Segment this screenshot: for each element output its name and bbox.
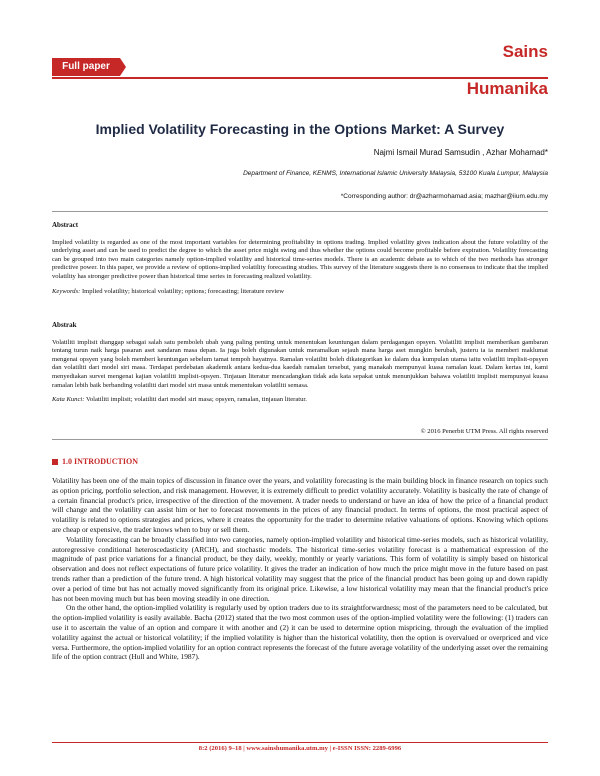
journal-brand-humanika: Humanika	[466, 79, 548, 98]
abstract-top-rule	[52, 211, 548, 212]
authors: Najmi Ismail Murad Samsudin , Azhar Mohamad*	[373, 148, 548, 157]
intro-paragraph-1: Volatility has been one of the main topics of discussion in finance over the years, and volatility forecasting is the main building block in finance research on topics such as option pricing, portfolio selection, and risk management. However, it is extremely difficult to predict volatility accurately. Volatility is basically the rate of change of a certain financial product's price, irrespective of the direction of the movement. A trader needs to understand or have an idea of how the price of a financial product will change and the volatility can assist him or her to forecast movements in the prices of any financial product. In terms of options, the most practical aspect of volatility is related to options strategies and prices, where it creates the opportunity for the trader to determine relative valuations of options. Knowing which options are cheap or expensive, the trader knows when to buy or sell them.	[52, 476, 548, 534]
kata-kunci-label: Kata Kunci:	[52, 396, 85, 404]
keywords-label: Keywords:	[52, 287, 81, 295]
intro-paragraph-3: On the other hand, the option-implied volatility is regularly used by option traders due to its straightforwardness; most of the parameters need to be calculated, but the option-implied volatility is easily available. Bacha (2012) stated that the two most common uses of the option-implied volatility were the following: (1) traders can use it to ascertain the value of an option and compare it with another and (2) it can be used to determine option mispricing, through the evaluation of the implied volatility against the actual or historical volatility; if the implied volatility is higher than the historical volatility, then the option is overvalued or overpriced and vice versa. Furthermore, the option-implied volatility for an option contract represents the forecast of the future average volatility of the underlying asset over the remaining life of the option contract (Hull and White, 1987).	[52, 603, 548, 662]
kata-kunci	[52, 396, 548, 405]
paper-title: Implied Volatility Forecasting in the Options Market: A Survey	[95, 121, 505, 137]
copyright: © 2016 Penerbit UTM Press. All rights reserved	[420, 428, 548, 435]
abstract-text: Implied volatility is regarded as one of the most important variables for determining profitability in options trading. Implied volatility gives indication about the future volatility of the underlying asset and can be used to predict the degree to which the asset price might swing and thus whether the options could become profitable before expiration. Volatility forecasting can be grouped into two main categories namely option-implied volatility and historical time-series models. There is an academic debate as to which of the two methods has stronger predictive power. In this paper, we provide a review of options-implied volatility forecasting studies. This survey of the literature suggests there is no consensus to indicate that the implied volatility has stronger predictive power than historical time series in forecasting realized volatility.	[52, 238, 548, 280]
section-bullet-icon	[52, 459, 58, 465]
intro-heading	[52, 457, 138, 466]
journal-brand-sains: Sains	[502, 42, 548, 61]
abstract-section	[52, 221, 548, 296]
affiliation: Department of Finance, KENMS, International Islamic University Malaysia, 53100 Kuala Lumpur, Malaysia	[243, 170, 548, 177]
intro-paragraph-2: Volatility forecasting can be broadly classified into two categories, namely option-implied volatility and historical time-series models, such as historical volatility, autoregressive conditional heteroscedasticity (ARCH), and stochastic models. The historical time-series volatility forecast is a mathematical expression of the magnitude of past price variations for a financial product, be they daily, weekly, monthly or yearly variations. This form of volatility is simply based on historical observation and does not reflect expectations of future price volatility. It gives the trader an indication of how much the price might move in the future based on past trends rather than a prediction of the future trend. A high historical volatility may suggest that the price of the financial product has been going up and down rapidly over a period of time but has not actually moved significantly from its original price. Likewise, a low historical volatility may mean that the financial product's price has not been moving much but has been moving steadily in one direction.	[52, 534, 548, 603]
footer-citation: 8:2 (2016) 9–18 | www.sainshumanika.utm.my | e-ISSN ISSN: 2289-6996	[198, 745, 402, 752]
abstract-bottom-rule	[52, 439, 548, 440]
abstrak-section	[52, 321, 548, 405]
keywords-text: Implied volatility; historical volatility; options; forecasting; literature review	[81, 287, 284, 295]
abstract-heading: Abstract	[52, 221, 79, 229]
intro-body	[52, 476, 548, 662]
abstrak-text: Volatiliti implisit dianggap sebagai salah satu pemboleh ubah yang paling penting untuk menentukan keuntungan dalam perdagangan opsyen. Volatiliti implisit memberikan gambaran tentang turun naik harga pasaran aset sandaran masa depan. Ia juga boleh digunakan untuk meramalkan sejauh mana harga aset mungkin berubah, justeru ia ia memberi maklumat mengenai opsyen yang boleh memberi keuntungan sebelum tamat tempoh hayatnya. Ramalan volatiliti boleh dikategorikan ke dalam dua kumpulan utama iaitu volatiliti implisit-opsyen dan volatiliti dari model siri masa. Terdapat perdebatan akademik antara kedua-dua kaedah ramalan tersebut, yang manakah mempunyai kuasa ramalan kuat. Dalam kertas ini, kami menyediakan survei mengenai kajian volatiliti implisit-opsyen. Tinjauan literatur mencadangkan tidak ada kata sepakat untuk menunjukkan bahawa volatiliti implisit mempunyai kuasa ramalan lebih baik berbanding volatiliti dari model siri masa untuk menentukan volatiliti semasa.	[52, 338, 548, 389]
abstrak-heading: Abstrak	[52, 321, 77, 329]
intro-heading-text: 1.0 INTRODUCTION	[62, 457, 139, 466]
footer-rule	[52, 742, 548, 743]
kata-kunci-text: Volatiliti implisit; volatiliti dari model siri masa; opsyen, ramalan, tinjauan literatur.	[85, 396, 307, 404]
keywords	[52, 288, 548, 297]
full-paper-label: Full paper	[52, 58, 120, 76]
corresponding-author: *Corresponding author: dr@azharmohamad.asia; mazhar@iium.edu.my	[340, 193, 548, 200]
